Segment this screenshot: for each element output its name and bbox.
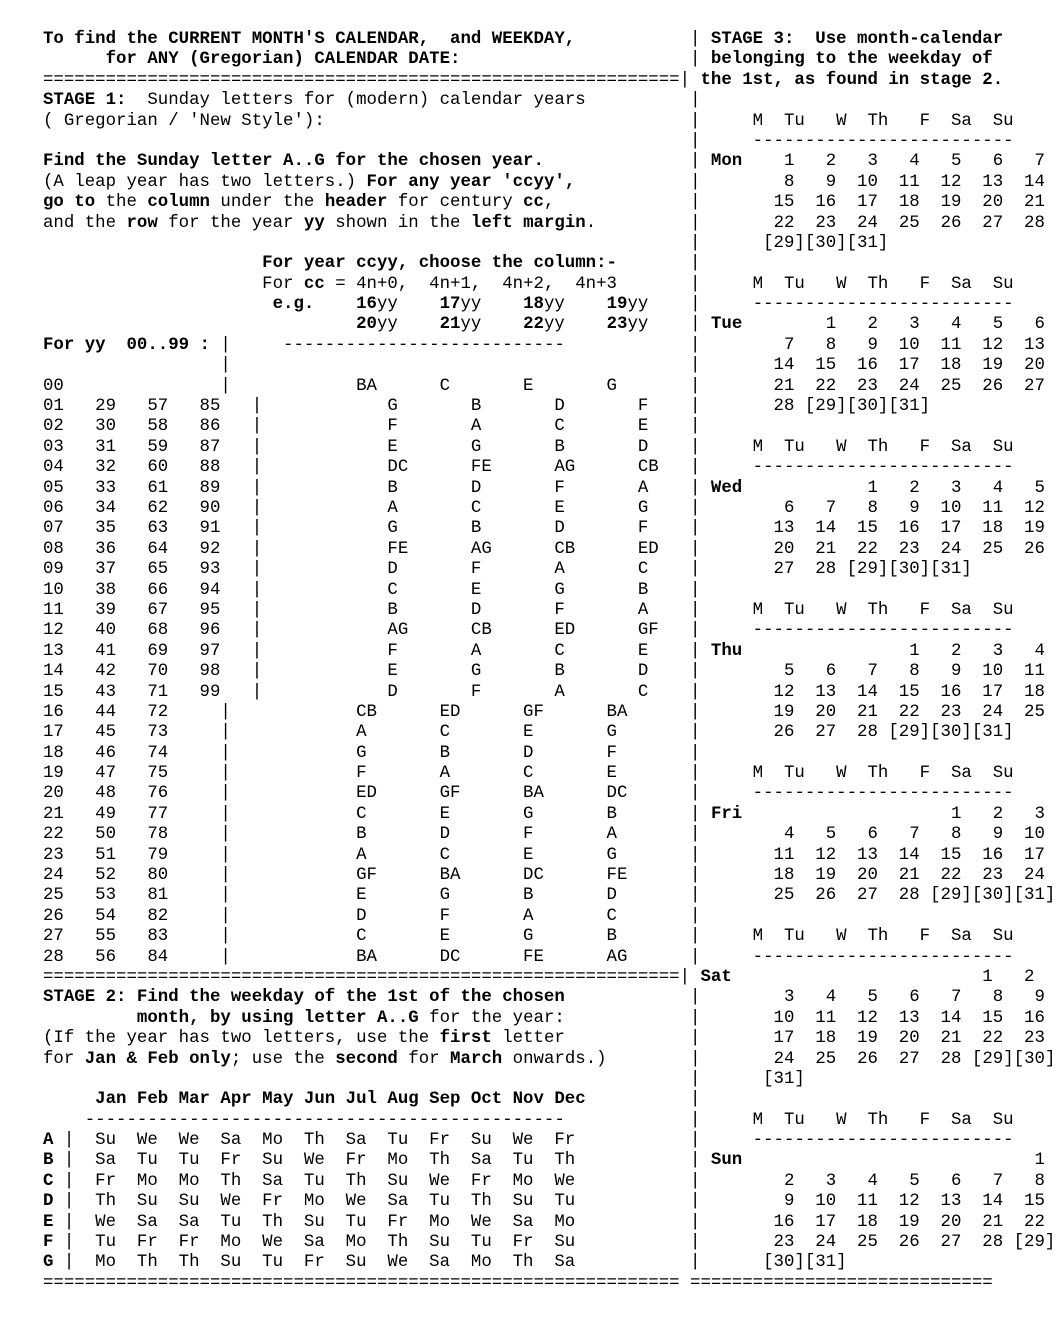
- weekday-row: C: [43, 1171, 54, 1191]
- sunday-letter-row: 4 5 6 7 8 9 10: [710, 825, 1045, 845]
- sunday-letter-row: 19 20 21 22 23 24 25: [710, 702, 1045, 722]
- divider: =============================================================: [43, 967, 680, 987]
- stage2-heading: |: [564, 988, 711, 1008]
- calendar-mon: [29][30][31]: [710, 233, 889, 253]
- stage1-subheading: ( Gregorian / 'New Style'):: [43, 111, 325, 131]
- divider: |: [679, 70, 701, 90]
- weekday-row: | Mo Th Th Su Tu Fr Su We Sa Mo Th Sa: [53, 1253, 576, 1273]
- weekday-row: Sun: [710, 1151, 764, 1171]
- text-line: [43, 560, 1055, 580]
- text-line: [43, 356, 1055, 376]
- sunday-letter-row: -------------------------: [710, 458, 1014, 478]
- column-header: M Tu W Th F Sa Su: [710, 274, 1014, 294]
- text-line: [43, 1151, 1055, 1171]
- sunday-letter-row: 11 39 67 95 | B D F A: [43, 600, 649, 620]
- calendar-rule: -------------------------: [710, 131, 1014, 151]
- column-header: yy: [627, 315, 649, 335]
- column-header: 14 15 16 17 18 19 20: [710, 356, 1045, 376]
- stage1-instruction: |: [575, 172, 711, 192]
- column-header: |: [648, 315, 711, 335]
- document-title: |: [575, 30, 711, 49]
- text-line: [43, 764, 1055, 784]
- weekday-row: |: [575, 1131, 711, 1151]
- stage1-instruction: and the: [43, 213, 127, 233]
- sunday-letter-row: |: [617, 845, 711, 865]
- stage2-heading: 10 11 12 13 14 15 16: [710, 1008, 1045, 1028]
- text-line: [43, 458, 1055, 478]
- column-header: For yy 00..99 :: [43, 335, 210, 355]
- text-line: [43, 1090, 1055, 1110]
- sunday-letter-row: |: [617, 743, 711, 763]
- sunday-letter-row: 24 52 80 | GF BA DC FE: [43, 866, 628, 886]
- text-line: [43, 50, 1055, 70]
- sunday-letter-row: |: [648, 682, 711, 702]
- text-line: [43, 846, 1055, 866]
- text-line: [43, 948, 1055, 968]
- calendar-sat: [31]: [710, 1069, 805, 1089]
- stage1-instruction: Mon: [710, 152, 764, 172]
- sunday-letter-row: 02 30 58 86 | F A C E: [43, 417, 649, 437]
- weekday-row: | We Sa Sa Tu Th Su Tu Fr Mo We Sa Mo: [53, 1212, 576, 1232]
- sunday-letter-row: |: [627, 947, 711, 967]
- weekday-row: | Fr Mo Mo Th Sa Tu Th Su We Fr Mo We: [53, 1171, 576, 1191]
- sunday-letter-row: 15 43 71 99 | D F A C: [43, 682, 649, 702]
- text-line: [43, 1253, 1055, 1273]
- sunday-letter-row: 12 40 68 96 | AG CB ED GF: [43, 621, 659, 641]
- sunday-letter-row: 25 53 81 | E G B D: [43, 886, 617, 906]
- text-line: [43, 784, 1055, 804]
- sunday-letter-row: 06 34 62 90 | A C E G: [43, 498, 649, 518]
- text-line: [43, 519, 1055, 539]
- stage1-instruction: |: [596, 213, 711, 233]
- stage1-instruction: row: [126, 213, 158, 233]
- document-title: To find the CURRENT MONTH'S CALENDAR, and WEEKDAY,: [43, 30, 576, 49]
- sunday-letter-row: 20 48 76 | ED GF BA DC: [43, 784, 628, 804]
- stage1-instruction: for century: [387, 193, 524, 213]
- sunday-letter-row: 13 14 15 16 17 18 19: [710, 519, 1045, 539]
- text-line: [43, 1131, 1055, 1151]
- sunday-letter-row: |: [658, 621, 711, 641]
- sunday-letter-row: -------------------------: [710, 621, 1014, 641]
- text-line: [43, 1213, 1055, 1233]
- sunday-letter-row: 10 38 66 94 | C E G B: [43, 580, 649, 600]
- text-line: [43, 377, 1055, 397]
- month-rule: M Tu W Th F Sa Su: [710, 1110, 1014, 1130]
- sunday-letter-row: |: [648, 498, 711, 518]
- text-line: [43, 193, 1055, 213]
- text-line: [43, 1192, 1055, 1212]
- column-header: 22: [481, 315, 544, 335]
- text-line: [43, 805, 1055, 825]
- weekday-row: |: [575, 1212, 711, 1232]
- sunday-letter-row: M Tu W Th F Sa Su: [710, 764, 1014, 784]
- sunday-letter-row: 22 50 78 | B D F A: [43, 825, 617, 845]
- sunday-letter-row: Fri: [710, 804, 764, 824]
- stage2-heading: |: [606, 1049, 711, 1069]
- stage1-instruction: 22 23 24 25 26 27 28: [710, 213, 1045, 233]
- sunday-letter-row: |: [617, 804, 711, 824]
- text-line: [43, 683, 1055, 703]
- sunday-letter-row: 26 54 82 | D F A C: [43, 906, 617, 926]
- sunday-letter-row: |: [617, 376, 711, 396]
- stage2-heading: 17 18 19 20 21 22 23: [710, 1029, 1045, 1049]
- divider: =============================: [679, 1273, 993, 1293]
- column-header: yy: [376, 295, 398, 315]
- column-header: For year ccyy, choose the column:-: [43, 254, 617, 274]
- sunday-letter-row: |: [617, 764, 711, 784]
- sunday-letter-row: Thu: [710, 641, 764, 661]
- sunday-letter-row: 5 6 7 8 9 10 11: [710, 662, 1045, 682]
- weekday-row: | Tu Fr Fr Mo We Sa Mo Th Su Tu Fr Su: [53, 1233, 576, 1253]
- stage2-heading: letter: [491, 1029, 565, 1049]
- text-line: [43, 295, 1055, 315]
- divider: the 1st, as found in stage 2.: [700, 70, 1004, 90]
- stage1-instruction: left margin: [470, 213, 586, 233]
- divider: =============================================================: [43, 70, 680, 90]
- stage2-heading: onwards.): [502, 1049, 607, 1069]
- calendar-sat: |: [43, 1069, 711, 1089]
- sunday-letter-row: |: [617, 927, 711, 947]
- sunday-letter-row: 17 45 73 | A C E G: [43, 723, 617, 743]
- text-line: [43, 744, 1055, 764]
- weekday-row: A: [43, 1131, 54, 1151]
- sunday-letter-row: |: [648, 397, 711, 417]
- sunday-letter-row: 03 31 59 87 | E G B D: [43, 437, 649, 457]
- weekday-row: | Th Su Su We Fr Mo We Sa Tu Th Su Tu: [53, 1192, 576, 1212]
- stage1-instruction: cc: [523, 193, 544, 213]
- text-line: [43, 275, 1055, 295]
- sunday-letter-row: |: [627, 702, 711, 722]
- weekday-row: | Sa Tu Tu Fr Su We Fr Mo Th Sa Tu Th: [53, 1151, 576, 1171]
- text-line: [43, 621, 1055, 641]
- stage1-instruction: go to: [43, 193, 96, 213]
- text-line: [43, 927, 1055, 947]
- weekday-row: |: [575, 1192, 711, 1212]
- calendar-document: [43, 30, 1055, 1294]
- stage2-heading: for the year:: [418, 1008, 565, 1028]
- sunday-letter-row: |: [617, 906, 711, 926]
- weekday-row: |: [575, 1151, 711, 1171]
- text-line: [43, 662, 1055, 682]
- sunday-letter-row: |: [648, 580, 711, 600]
- text-line: [43, 723, 1055, 743]
- stage1-instruction: column: [147, 193, 210, 213]
- column-header: | ---------------------------: [209, 335, 565, 355]
- weekday-row: |: [575, 1171, 711, 1191]
- text-line: [43, 30, 1055, 50]
- weekday-row: |: [575, 1233, 711, 1253]
- stage2-heading: |: [564, 1008, 711, 1028]
- sunday-letter-row: 21 49 77 | C E G B: [43, 804, 617, 824]
- sunday-letter-row: 05 33 61 89 | B D F A: [43, 478, 649, 498]
- column-header: |: [617, 274, 711, 294]
- weekday-row: [30][31]: [710, 1253, 847, 1273]
- stage1-instruction: (A leap year has two letters.): [43, 172, 367, 192]
- text-line: [43, 71, 1055, 91]
- text-line: [43, 601, 1055, 621]
- sunday-letter-row: 28 [29][30][31]: [710, 397, 931, 417]
- sunday-letter-row: |: [658, 539, 711, 559]
- weekday-row: 1: [763, 1151, 1045, 1171]
- sunday-letter-row: |: [648, 560, 711, 580]
- stage1-instruction: ,: [543, 193, 555, 213]
- sunday-letter-row: |: [658, 458, 711, 478]
- text-line: [43, 1111, 1055, 1131]
- weekday-row: G: [43, 1253, 54, 1273]
- column-header: yy: [460, 315, 482, 335]
- stage1-instruction: shown in the: [324, 213, 471, 233]
- sunday-letter-row: 09 37 65 93 | D F A C: [43, 560, 649, 580]
- text-line: [43, 988, 1055, 1008]
- sunday-letter-row: 27 55 83 | C E G B: [43, 927, 617, 947]
- sunday-letter-row: 00 | BA C E G: [43, 376, 617, 396]
- text-line: [43, 438, 1055, 458]
- sunday-letter-row: -------------------------: [710, 784, 1014, 804]
- document-subtitle: belonging to the weekday of: [710, 50, 993, 70]
- text-line: [43, 336, 1055, 356]
- text-line: [43, 132, 1055, 152]
- stage2-heading: Jan & Feb only: [84, 1049, 231, 1069]
- stage1-instruction: Find the Sunday letter A..G for the chosen year.: [43, 152, 544, 172]
- stage1-subheading: M Tu W Th F Sa Su: [710, 111, 1014, 131]
- column-header: e.g. 16: [43, 295, 377, 315]
- column-header: 18: [481, 295, 544, 315]
- sunday-letter-row: 1 2 3 4 5: [763, 478, 1045, 498]
- sunday-letter-row: |: [648, 519, 711, 539]
- column-header: |: [617, 254, 711, 274]
- sunday-letter-row: M Tu W Th F Sa Su: [710, 927, 1014, 947]
- column-header: yy: [376, 315, 398, 335]
- weekday-row: 23 24 25 26 27 28 [29]: [710, 1233, 1056, 1253]
- stage1-instruction: |: [543, 152, 711, 172]
- column-header: yy: [543, 295, 565, 315]
- stage2-heading: |: [564, 1029, 711, 1049]
- sunday-letter-row: 04 32 60 88 | DC FE AG CB: [43, 458, 659, 478]
- stage1-instruction: For any year 'ccyy',: [366, 172, 576, 192]
- document-subtitle: for ANY (Gregorian) CALENDAR DATE:: [43, 50, 461, 70]
- text-line: [43, 581, 1055, 601]
- weekday-row: D: [43, 1192, 54, 1212]
- stage1-instruction: header: [324, 193, 388, 213]
- column-header: yy: [543, 315, 565, 335]
- sunday-letter-row: 01 29 57 85 | G B D F: [43, 397, 649, 417]
- column-header: 23: [564, 315, 628, 335]
- weekday-row: -------------------------: [710, 1131, 1014, 1151]
- sunday-letter-row: 12 13 14 15 16 17 18: [710, 682, 1045, 702]
- divider: |: [679, 967, 701, 987]
- column-header: 17: [397, 295, 461, 315]
- sunday-letter-row: 14 42 70 98 | E G B D: [43, 662, 649, 682]
- stage1-instruction: 8 9 10 11 12 13 14: [710, 172, 1045, 192]
- column-header: |: [648, 295, 711, 315]
- divider: =============================================================: [43, 1273, 680, 1293]
- calendar-rule: |: [43, 131, 711, 151]
- weekday-row: 16 17 18 19 20 21 22: [710, 1212, 1045, 1232]
- document-subtitle: |: [460, 50, 711, 70]
- text-line: [43, 91, 1055, 111]
- text-line: [43, 1274, 1055, 1294]
- sunday-letter-row: M Tu W Th F Sa Su: [710, 437, 1014, 457]
- text-line: [43, 1050, 1055, 1070]
- sunday-letter-row: |: [648, 417, 711, 437]
- sunday-letter-row: -------------------------: [710, 947, 1014, 967]
- sunday-letter-row: |: [648, 478, 711, 498]
- sunday-letter-row: 13 41 69 97 | F A C E: [43, 641, 649, 661]
- sunday-letter-row: 28 56 84 | BA DC FE AG: [43, 947, 628, 967]
- stage2-heading: for: [397, 1049, 451, 1069]
- column-header: yy: [460, 295, 482, 315]
- column-header: yy: [627, 295, 649, 315]
- stage2-heading: 24 25 26 27 28 [29][30]: [710, 1049, 1056, 1069]
- stage1-instruction: 1 2 3 4 5 6 7: [763, 152, 1045, 172]
- weekday-row: | Su We We Sa Mo Th Sa Tu Fr Su We Fr: [53, 1131, 576, 1151]
- stage2-heading: March: [450, 1049, 503, 1069]
- document-title: STAGE 3: Use month-calendar: [710, 30, 1004, 49]
- sunday-letter-row: |: [648, 600, 711, 620]
- stage2-heading: second: [335, 1049, 398, 1069]
- sunday-letter-row: |: [648, 641, 711, 661]
- text-line: [43, 152, 1055, 172]
- text-line: [43, 315, 1055, 335]
- column-header: Tue: [710, 315, 764, 335]
- text-line: [43, 1009, 1055, 1029]
- stage1-heading: Sunday letters for (modern) calendar years: [126, 91, 586, 111]
- sunday-letter-row: M Tu W Th F Sa Su: [710, 600, 1014, 620]
- column-header: 1 2 3 4 5 6: [763, 315, 1045, 335]
- sunday-letter-row: 11 12 13 14 15 16 17: [710, 845, 1045, 865]
- column-header: |: [43, 356, 231, 376]
- stage2-heading: STAGE 2: Find the weekday of the 1st of the chosen: [43, 988, 565, 1008]
- stage2-heading: ; use the: [230, 1049, 336, 1069]
- sunday-letter-row: |: [617, 886, 711, 906]
- weekday-row: |: [575, 1253, 711, 1273]
- sunday-letter-row: Wed: [710, 478, 764, 498]
- sunday-letter-row: 1 2 3: [763, 804, 1045, 824]
- text-line: [43, 112, 1055, 132]
- text-line: [43, 417, 1055, 437]
- text-line: [43, 825, 1055, 845]
- sunday-letter-row: |: [617, 723, 711, 743]
- month-header: Jan Feb Mar Apr May Jun Jul Aug Sep Oct Nov Dec: [43, 1090, 586, 1110]
- stage1-heading: |: [585, 91, 711, 111]
- divider: 1 2: [752, 967, 1035, 987]
- stage2-heading: 3 4 5 6 7 8 9: [710, 988, 1045, 1008]
- stage2-heading: for: [43, 1049, 85, 1069]
- weekday-row: 9 10 11 12 13 14 15: [710, 1192, 1045, 1212]
- column-header: 21: [397, 315, 461, 335]
- sunday-letter-row: |: [648, 662, 711, 682]
- calendar-mon: |: [43, 233, 711, 253]
- sunday-letter-row: 19 47 75 | F A C E: [43, 764, 617, 784]
- text-line: [43, 214, 1055, 234]
- text-line: [43, 907, 1055, 927]
- sunday-letter-row: 6 7 8 9 10 11 12: [710, 498, 1045, 518]
- stage1-instruction: under the: [210, 193, 325, 213]
- text-line: [43, 968, 1055, 988]
- text-line: [43, 479, 1055, 499]
- stage2-heading: month, by using letter A..G: [43, 1008, 419, 1028]
- text-line: [43, 866, 1055, 886]
- stage1-instruction: 15 16 17 18 19 20 21: [710, 193, 1045, 213]
- stage1-instruction: yy: [303, 213, 325, 233]
- sunday-letter-row: 26 27 28 [29][30][31]: [710, 723, 1014, 743]
- sunday-letter-row: 1 2 3 4: [763, 641, 1045, 661]
- column-header: -------------------------: [710, 295, 1014, 315]
- month-rule: |: [564, 1110, 711, 1130]
- month-rule: ----------------------------------------------: [43, 1110, 565, 1130]
- sunday-letter-row: 21 22 23 24 25 26 27: [710, 376, 1045, 396]
- text-line: [43, 1070, 1055, 1090]
- column-header: cc: [303, 274, 325, 294]
- stage1-instruction: the: [95, 193, 148, 213]
- weekday-row: E: [43, 1212, 54, 1232]
- sunday-letter-row: 18 19 20 21 22 23 24: [710, 866, 1045, 886]
- sunday-letter-row: 07 35 63 91 | G B D F: [43, 519, 649, 539]
- weekday-row: B: [43, 1151, 54, 1171]
- sunday-letter-row: 18 46 74 | G B D F: [43, 743, 617, 763]
- text-line: [43, 173, 1055, 193]
- text-line: [43, 1029, 1055, 1049]
- column-header: |: [230, 356, 711, 376]
- text-line: [43, 886, 1055, 906]
- weekday-row: 2 3 4 5 6 7 8: [710, 1171, 1045, 1191]
- sunday-letter-row: 20 21 22 23 24 25 26: [710, 539, 1045, 559]
- text-line: [43, 703, 1055, 723]
- sunday-letter-row: 25 26 27 28 [29][30][31]: [710, 886, 1056, 906]
- column-header: 19: [564, 295, 628, 315]
- text-line: [43, 1233, 1055, 1253]
- weekday-row: F: [43, 1233, 54, 1253]
- month-header: |: [585, 1090, 711, 1110]
- text-line: [43, 397, 1055, 417]
- sunday-letter-row: 08 36 64 92 | FE AG CB ED: [43, 539, 659, 559]
- stage2-heading: (If the year has two letters, use the: [43, 1029, 440, 1049]
- stage1-instruction: |: [554, 193, 711, 213]
- sunday-letter-row: |: [648, 437, 711, 457]
- text-line: [43, 642, 1055, 662]
- sunday-letter-row: 27 28 [29][30][31]: [710, 560, 972, 580]
- stage1-instruction: .: [585, 213, 597, 233]
- column-header: 7 8 9 10 11 12 13: [710, 335, 1045, 355]
- text-line: [43, 540, 1055, 560]
- column-header: For: [43, 274, 304, 294]
- column-header: = 4n+0, 4n+1, 4n+2, 4n+3: [324, 274, 617, 294]
- stage1-heading: STAGE 1:: [43, 91, 127, 111]
- column-header: |: [564, 335, 711, 355]
- stage1-instruction: for the year: [157, 213, 304, 233]
- divider: Sat: [700, 967, 753, 987]
- column-header: 20: [43, 315, 377, 335]
- sunday-letter-row: |: [617, 825, 711, 845]
- sunday-letter-row: |: [627, 784, 711, 804]
- text-line: [43, 234, 1055, 254]
- sunday-letter-row: 16 44 72 | CB ED GF BA: [43, 702, 628, 722]
- sunday-letter-row: 23 51 79 | A C E G: [43, 845, 617, 865]
- text-line: [43, 499, 1055, 519]
- text-line: [43, 254, 1055, 274]
- stage2-heading: first: [439, 1029, 492, 1049]
- text-line: [43, 1172, 1055, 1192]
- sunday-letter-row: |: [627, 866, 711, 886]
- stage1-subheading: |: [324, 111, 711, 131]
